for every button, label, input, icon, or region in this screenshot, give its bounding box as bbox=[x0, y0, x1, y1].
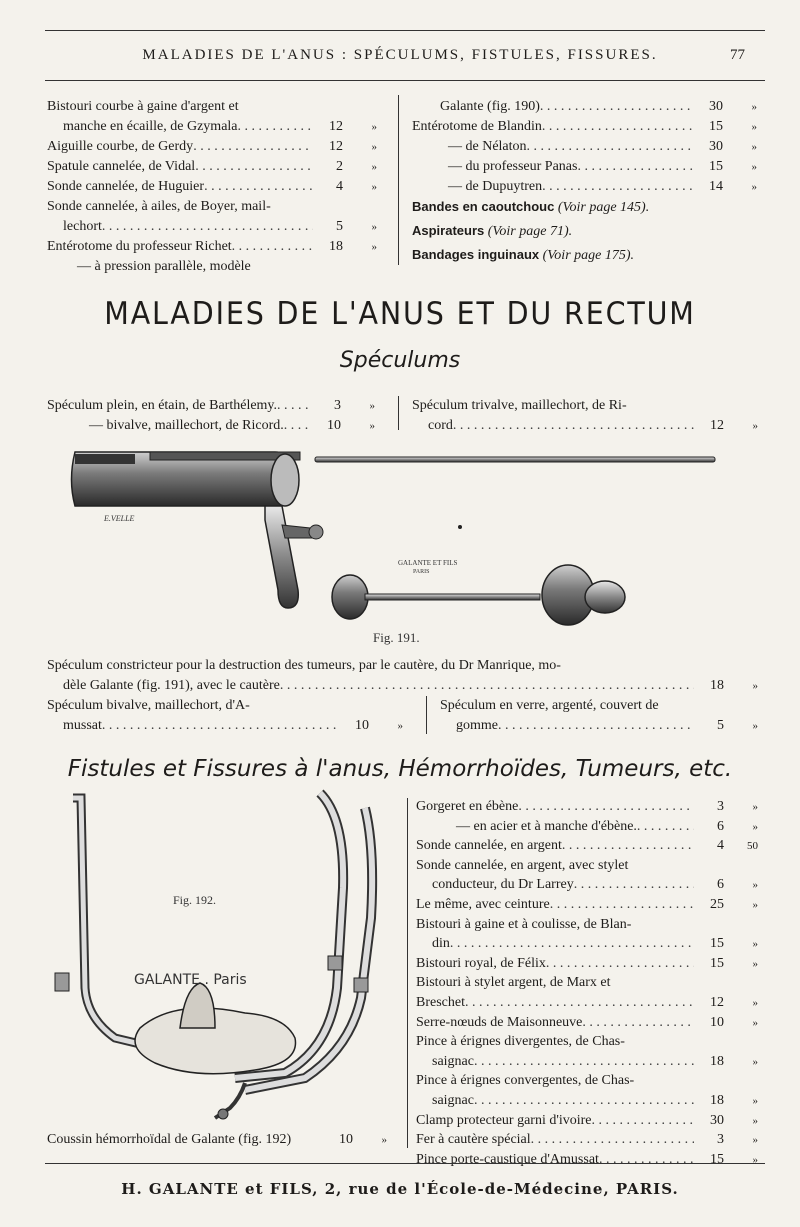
leader-dots bbox=[542, 177, 693, 197]
item-text: Pince à érignes divergentes, de Chas- bbox=[416, 1034, 625, 1050]
column-divider bbox=[398, 95, 399, 265]
item-text: Serre-nœuds de Maisonneuve bbox=[416, 1014, 583, 1030]
price: 10 bbox=[339, 1132, 353, 1147]
list-item bbox=[412, 117, 757, 137]
item-text: Bistouri à stylet argent, de Marx et bbox=[416, 975, 611, 991]
leader-dots bbox=[450, 934, 694, 954]
footer-rule bbox=[45, 1163, 765, 1164]
item-text: gomme bbox=[456, 718, 498, 733]
item-text: Le même, avec ceinture bbox=[416, 897, 550, 912]
list-item bbox=[440, 97, 757, 117]
price: 3 bbox=[717, 799, 724, 814]
item-text: Bistouri à gaine et à coulisse, de Blan- bbox=[416, 916, 632, 932]
price-unit: » bbox=[752, 1114, 758, 1127]
leader-dots bbox=[582, 1013, 694, 1033]
item-text: Spatule cannelée, de Vidal bbox=[47, 159, 196, 174]
item-text: Coussin hémorrhoïdal de Galante (fig. 192) bbox=[47, 1132, 292, 1147]
leader-dots bbox=[474, 1091, 694, 1111]
item-text: Fer à cautère spécial bbox=[416, 1132, 531, 1148]
price: 3 bbox=[717, 1132, 724, 1148]
price-unit: » bbox=[369, 400, 375, 412]
reference-page: (Voir page 145). bbox=[557, 200, 650, 215]
fig-191-signature: E.VELLE bbox=[104, 514, 135, 523]
leader-dots bbox=[232, 237, 313, 257]
top-rule bbox=[45, 30, 765, 31]
leader-dots bbox=[550, 895, 694, 915]
fig-192-caption: Fig. 192. bbox=[173, 893, 217, 907]
item-text: Gorgeret en ébène bbox=[416, 799, 519, 814]
item-text: — de Nélaton bbox=[448, 139, 527, 154]
item-text: saignac bbox=[432, 1093, 474, 1108]
list-item bbox=[456, 716, 758, 736]
leader-dots bbox=[562, 836, 694, 856]
reference-label: Aspirateurs bbox=[412, 223, 485, 238]
price-unit: » bbox=[751, 121, 757, 133]
price-unit: » bbox=[752, 1055, 758, 1068]
price: 15 bbox=[709, 159, 723, 174]
item-text: Sonde cannelée, en argent bbox=[416, 838, 562, 854]
price: 14 bbox=[709, 179, 723, 194]
list-item bbox=[428, 416, 758, 436]
price: 18 bbox=[329, 239, 343, 254]
leader-dots bbox=[531, 1130, 694, 1150]
leader-dots bbox=[238, 117, 313, 137]
fig-191-illustration bbox=[60, 440, 740, 640]
price: 15 bbox=[710, 1151, 724, 1167]
price: 12 bbox=[329, 139, 343, 154]
list-item bbox=[77, 257, 377, 277]
price-unit: » bbox=[381, 1134, 387, 1146]
price: 4 bbox=[717, 838, 724, 854]
price: 18 bbox=[710, 678, 724, 693]
fig-191-description-line1: Spéculum constricteur pour la destruction des tumeurs, par le cautère, du Dr Manrique, mo- bbox=[47, 658, 561, 673]
fig-192-maker: GALANTE . Paris bbox=[134, 972, 247, 988]
price-unit: » bbox=[752, 720, 758, 732]
list-item bbox=[432, 934, 758, 954]
leader-dots bbox=[527, 137, 693, 157]
list-item bbox=[416, 915, 758, 935]
list-item bbox=[47, 177, 377, 197]
price: 25 bbox=[710, 897, 724, 912]
item-text: Bistouri courbe à gaine d'argent et bbox=[47, 99, 239, 114]
reference-page: (Voir page 175). bbox=[542, 248, 635, 263]
item-text: Entérotome du professeur Richet bbox=[47, 239, 232, 254]
fig-191-city: PARIS bbox=[413, 569, 430, 575]
leader-dots bbox=[284, 416, 311, 436]
price-unit: » bbox=[752, 899, 758, 911]
leader-dots bbox=[542, 117, 693, 137]
fig-191-caption: Fig. 191. bbox=[373, 630, 420, 645]
running-header: MALADIES DE L'ANUS : SPÉCULUMS, FISTULES, FISSURES. bbox=[142, 47, 658, 63]
price: 10 bbox=[327, 418, 341, 433]
price-unit: » bbox=[752, 997, 758, 1009]
price: 18 bbox=[710, 1053, 724, 1069]
item-text: cord bbox=[428, 418, 453, 433]
price: 6 bbox=[717, 818, 724, 834]
section-subtitle-speculums: Spéculums bbox=[339, 348, 461, 373]
header-rule bbox=[45, 80, 765, 81]
price: 5 bbox=[717, 718, 724, 733]
price-unit: » bbox=[751, 161, 757, 173]
list-item bbox=[63, 117, 377, 137]
list-item bbox=[47, 237, 377, 257]
list-item bbox=[47, 396, 375, 416]
leader-dots bbox=[277, 396, 311, 416]
list-item bbox=[456, 817, 758, 837]
list-item bbox=[416, 895, 758, 915]
list-item bbox=[448, 157, 757, 177]
item-text: Spéculum plein, en étain, de Barthélemy. bbox=[47, 398, 278, 413]
list-item bbox=[432, 875, 758, 895]
item-text: Bistouri royal, de Félix bbox=[416, 955, 546, 971]
footer-address: H. GALANTE et FILS, 2, rue de l'École-de-Médecine, PARIS. bbox=[121, 1180, 679, 1198]
price: 6 bbox=[717, 877, 724, 893]
price: 15 bbox=[710, 955, 724, 971]
price-unit: » bbox=[751, 141, 757, 153]
leader-dots bbox=[577, 157, 693, 177]
list-item bbox=[47, 137, 377, 157]
list-item bbox=[416, 1130, 758, 1150]
list-item bbox=[47, 97, 377, 117]
price-unit: » bbox=[369, 420, 375, 432]
price-unit: » bbox=[752, 879, 758, 892]
list-item bbox=[416, 1150, 758, 1170]
item-text: Pince à érignes convergentes, de Chas- bbox=[416, 1073, 635, 1089]
item-text: din bbox=[432, 936, 450, 952]
column-divider bbox=[426, 696, 427, 734]
list-item bbox=[432, 1052, 758, 1072]
reference-item bbox=[412, 221, 572, 242]
price-unit: » bbox=[752, 1095, 758, 1107]
leader-dots bbox=[193, 137, 313, 157]
item-text: Spéculum bivalve, maillechort, d'A- bbox=[47, 698, 250, 713]
price-unit: » bbox=[371, 241, 377, 253]
item-text: — à pression parallèle, modèle bbox=[77, 259, 251, 274]
price-unit: » bbox=[752, 1016, 758, 1029]
price-unit: » bbox=[752, 1153, 758, 1166]
item-text: — du professeur Panas bbox=[448, 159, 578, 174]
item-text: conducteur, du Dr Larrey bbox=[432, 877, 574, 893]
list-item bbox=[416, 856, 758, 876]
price-unit: » bbox=[751, 101, 757, 113]
price-unit: » bbox=[752, 801, 758, 813]
page-number: 77 bbox=[730, 47, 745, 63]
list-item bbox=[416, 1032, 758, 1052]
item-text: Spéculum trivalve, maillechort, de Ri- bbox=[412, 398, 627, 413]
fig-192-illustration bbox=[45, 788, 405, 1123]
column-divider bbox=[398, 396, 399, 430]
list-item bbox=[416, 797, 758, 817]
fig-191-description-line2 bbox=[63, 676, 758, 696]
item-text: Spéculum en verre, argenté, couvert de bbox=[440, 698, 659, 713]
leader-dots bbox=[637, 817, 694, 837]
list-item bbox=[416, 993, 758, 1013]
reference-item bbox=[412, 197, 649, 218]
leader-dots bbox=[546, 954, 694, 974]
item-text: Aiguille courbe, de Gerdy bbox=[47, 139, 194, 154]
item-text: Sonde cannelée, en argent, avec stylet bbox=[416, 857, 629, 873]
price: 18 bbox=[710, 1093, 724, 1108]
price: 10 bbox=[355, 718, 369, 733]
leader-dots bbox=[592, 1111, 694, 1131]
price-unit: » bbox=[752, 420, 758, 432]
list-item bbox=[440, 696, 758, 716]
price-unit: » bbox=[371, 181, 377, 193]
list-item bbox=[63, 716, 403, 736]
price-unit: » bbox=[397, 720, 403, 732]
price-unit: » bbox=[751, 181, 757, 193]
list-item bbox=[416, 954, 758, 974]
list-item bbox=[47, 157, 377, 177]
list-item bbox=[416, 1071, 758, 1091]
fig-192-item bbox=[47, 1130, 387, 1150]
leader-dots bbox=[280, 676, 694, 696]
price: 15 bbox=[709, 119, 723, 134]
price: 3 bbox=[334, 398, 341, 413]
price: 5 bbox=[336, 219, 343, 234]
price-unit: » bbox=[752, 680, 758, 692]
reference-label: Bandages inguinaux bbox=[412, 247, 540, 262]
list-item bbox=[63, 217, 377, 237]
list-item bbox=[47, 197, 377, 217]
price-unit: » bbox=[371, 141, 377, 153]
price: 15 bbox=[710, 936, 724, 952]
leader-dots bbox=[102, 217, 313, 237]
leader-dots bbox=[540, 97, 693, 117]
item-text: manche en écaille, de Gzymala bbox=[63, 119, 238, 134]
item-text: Clamp protecteur garni d'ivoire bbox=[416, 1112, 592, 1128]
leader-dots bbox=[518, 797, 694, 817]
list-item bbox=[416, 1111, 758, 1131]
price: 12 bbox=[329, 119, 343, 134]
price-unit: » bbox=[371, 161, 377, 173]
price-unit: 50 bbox=[747, 840, 758, 853]
item-text: — de Dupuytren bbox=[448, 179, 543, 194]
column-divider bbox=[407, 798, 408, 1148]
item-text: lechort bbox=[63, 219, 102, 234]
reference-page: (Voir page 71). bbox=[487, 224, 573, 239]
list-item bbox=[47, 696, 403, 716]
reference-label: Bandes en caoutchouc bbox=[412, 199, 555, 214]
leader-dots bbox=[474, 1052, 694, 1072]
leader-dots bbox=[574, 875, 694, 895]
leader-dots bbox=[465, 993, 694, 1013]
item-text: Sonde cannelée, de Huguier bbox=[47, 179, 205, 194]
list-item bbox=[416, 836, 758, 856]
reference-item bbox=[412, 245, 634, 266]
list-item bbox=[448, 177, 757, 197]
item-text: Breschet bbox=[416, 995, 465, 1010]
list-item bbox=[89, 416, 375, 436]
leader-dots bbox=[453, 416, 694, 436]
price-unit: » bbox=[371, 221, 377, 233]
item-text: — en acier et à manche d'ébène. bbox=[456, 818, 637, 834]
price: 30 bbox=[709, 139, 723, 154]
price: 2 bbox=[336, 159, 343, 174]
list-item bbox=[416, 1013, 758, 1033]
price: 30 bbox=[710, 1112, 724, 1128]
list-item bbox=[432, 1091, 758, 1111]
fig-191-description-text: dèle Galante (fig. 191), avec le cautère bbox=[63, 678, 280, 693]
leader-dots bbox=[599, 1150, 694, 1170]
leader-dots bbox=[195, 157, 313, 177]
item-text: saignac bbox=[432, 1053, 474, 1069]
price: 10 bbox=[710, 1014, 724, 1030]
item-text: — bivalve, maillechort, de Ricord. bbox=[89, 418, 284, 433]
section-title-anus-rectum: MALADIES DE L'ANUS ET DU RECTUM bbox=[104, 296, 696, 332]
list-item bbox=[412, 396, 758, 416]
price: 4 bbox=[336, 179, 343, 194]
list-item bbox=[448, 137, 757, 157]
price: 12 bbox=[710, 418, 724, 433]
item-text: Pince porte-caustique d'Amussat bbox=[416, 1151, 599, 1167]
item-text: Entérotome de Blandin bbox=[412, 119, 542, 134]
leader-dots bbox=[498, 716, 694, 736]
price-unit: » bbox=[752, 938, 758, 951]
section-title-fistules: Fistules et Fissures à l'anus, Hémorrhoïdes, Tumeurs, etc. bbox=[67, 756, 733, 782]
price-unit: » bbox=[371, 121, 377, 133]
item-text: Galante (fig. 190) bbox=[440, 99, 540, 114]
leader-dots bbox=[204, 177, 313, 197]
price: 12 bbox=[710, 995, 724, 1010]
item-text: mussat bbox=[63, 718, 102, 733]
price-unit: » bbox=[752, 957, 758, 970]
price: 30 bbox=[709, 99, 723, 114]
price-unit: » bbox=[752, 820, 758, 833]
item-text: Sonde cannelée, à ailes, de Boyer, mail- bbox=[47, 199, 271, 214]
leader-dots bbox=[102, 716, 339, 736]
list-item bbox=[416, 973, 758, 993]
price-unit: » bbox=[752, 1134, 758, 1147]
fig-191-maker: GALANTE ET FILS bbox=[398, 559, 458, 567]
